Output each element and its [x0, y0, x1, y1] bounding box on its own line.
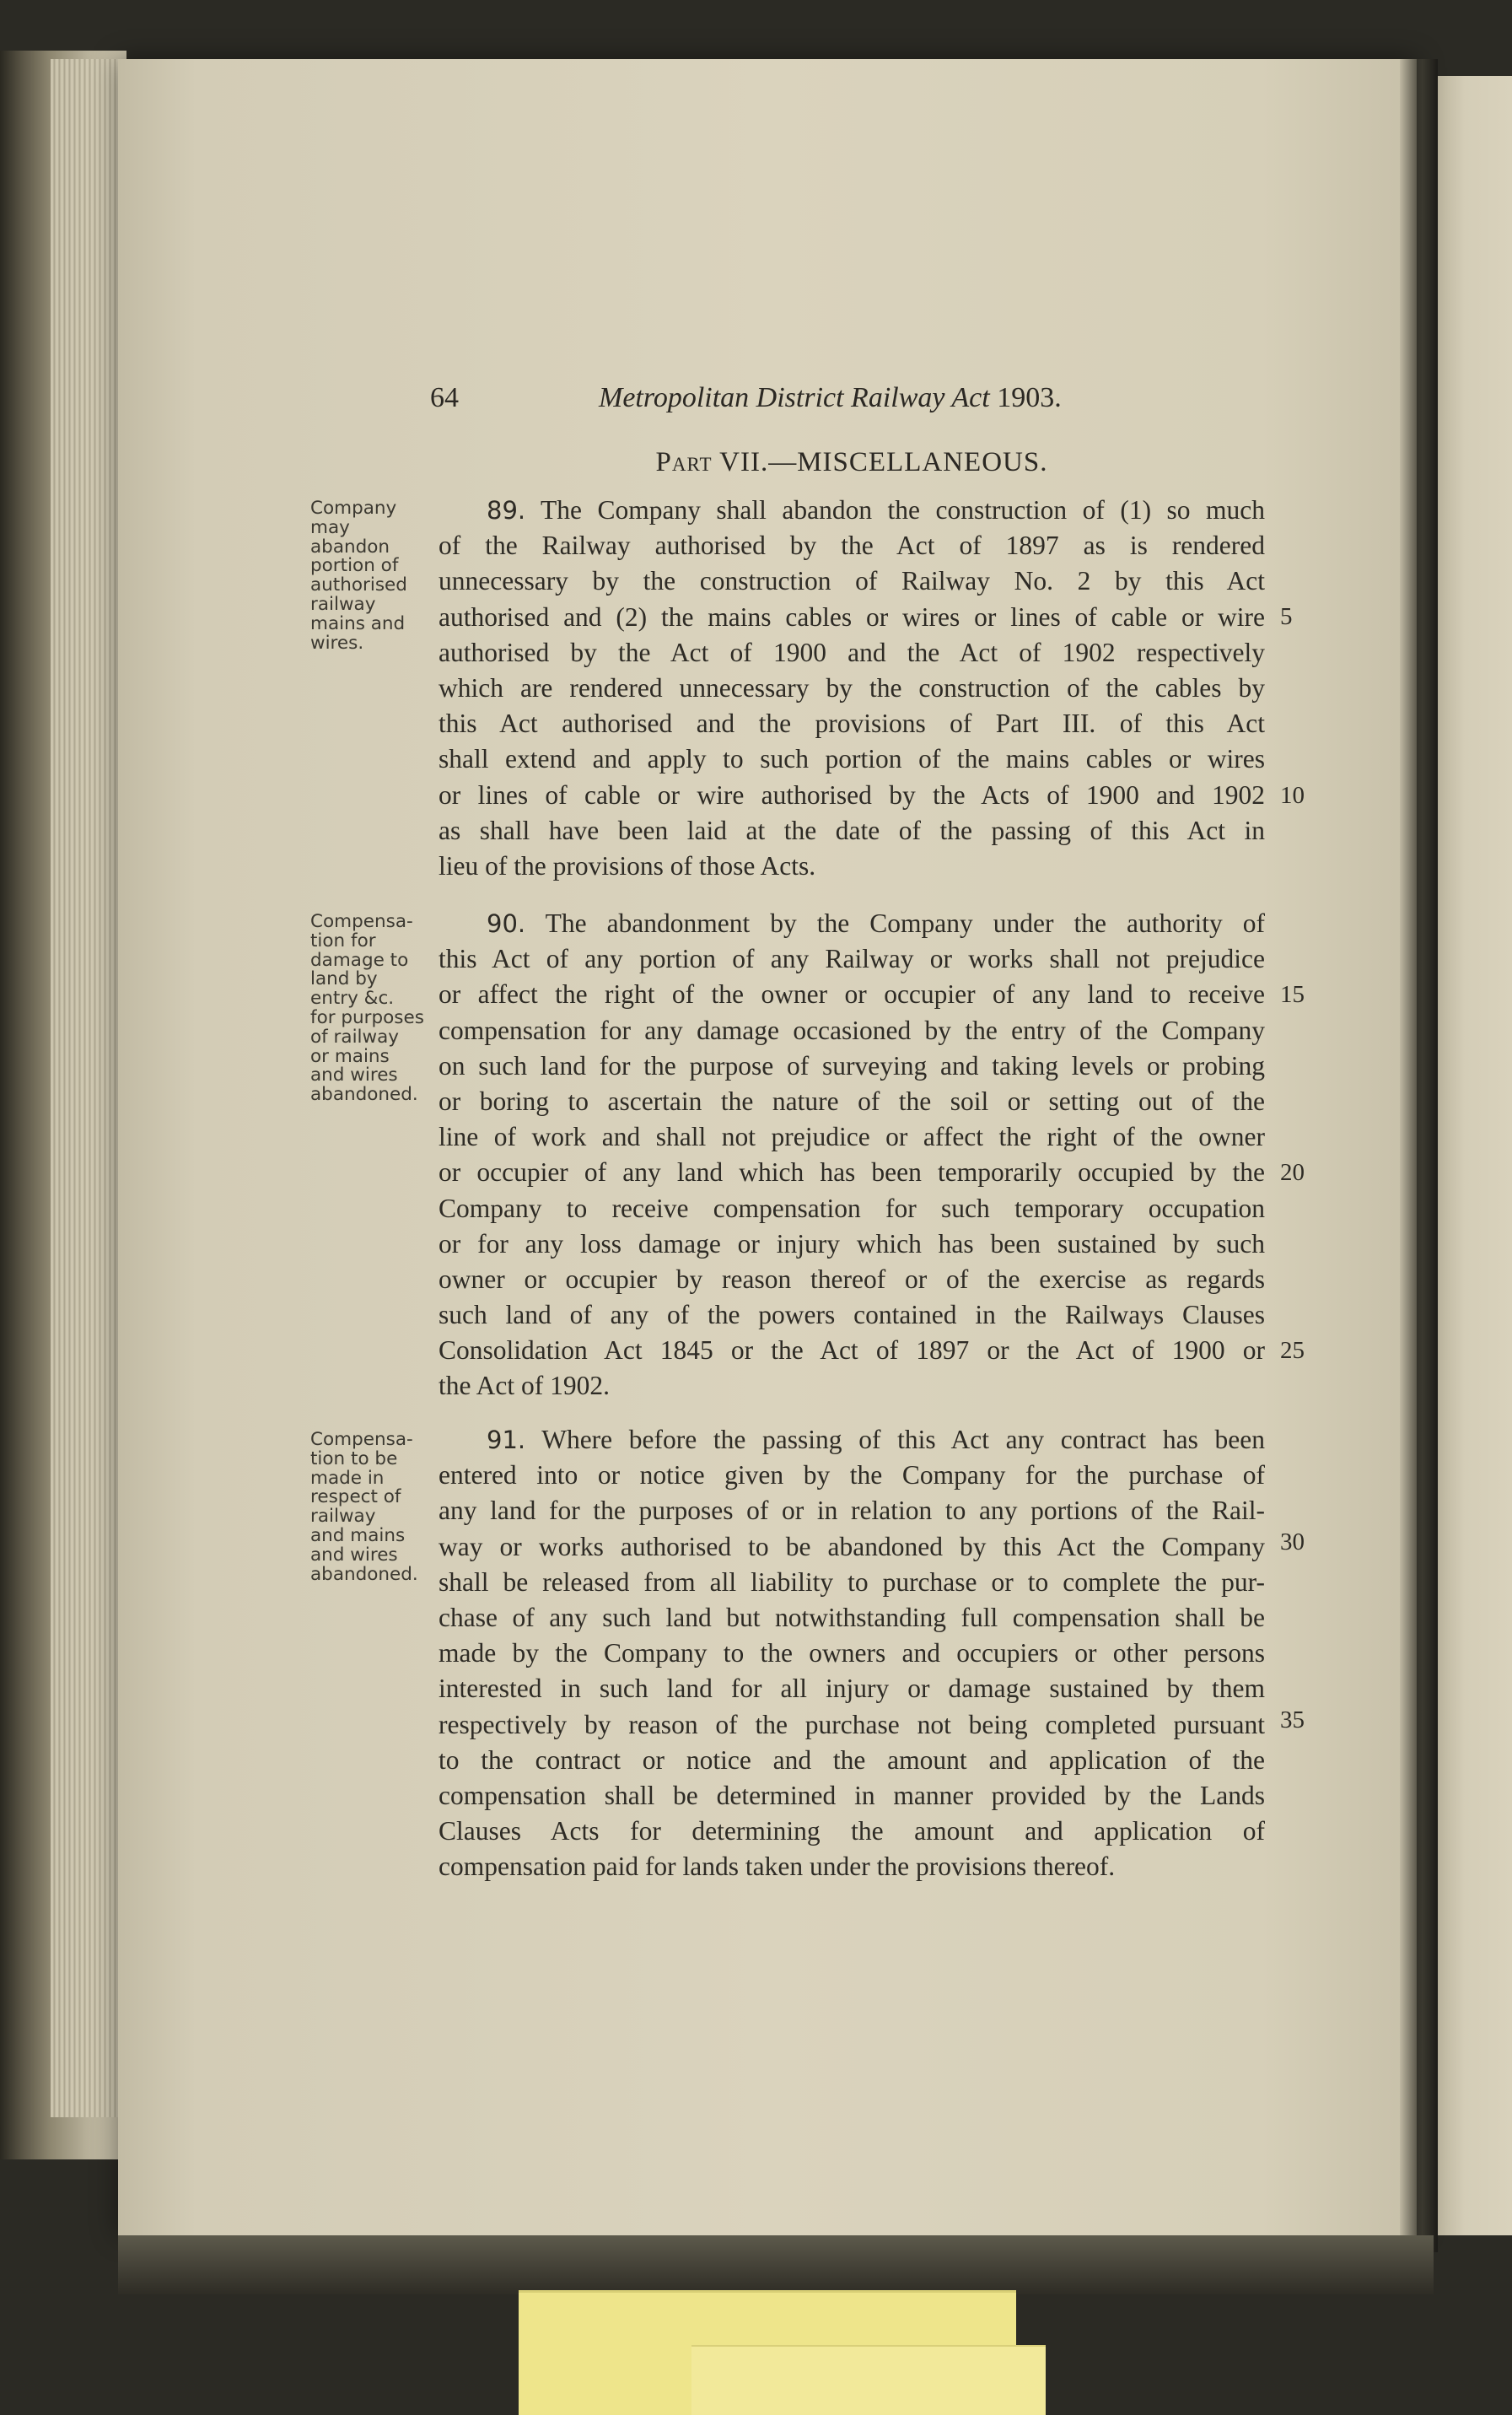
section-line: of the Railway authorised by the Act of 1897 as is rendered — [439, 531, 1265, 561]
line-number: 20 — [1280, 1159, 1305, 1186]
section-line: such land of any of the powers contained in the Railways Clauses — [439, 1300, 1265, 1330]
section-line: the Act of 1902. — [439, 1371, 610, 1401]
line-number: 10 — [1280, 782, 1305, 809]
margin-note-line: tion to be — [310, 1447, 398, 1469]
part-heading-title: VII.—MISCELLANEOUS. — [719, 447, 1048, 477]
part-heading-word: Part — [655, 447, 713, 477]
section-line: or lines of cable or wire authorised by the Acts of 1900 and 1902 — [439, 779, 1265, 810]
margin-note-line: Compensa- — [310, 1429, 413, 1450]
margin-note-line: abandoned. — [310, 1563, 418, 1585]
section-line: lieu of the provisions of those Acts. — [439, 850, 816, 881]
margin-note-line: respect of — [310, 1486, 401, 1508]
margin-note-line: Compensa- — [310, 911, 413, 932]
section-line: authorised by the Act of 1900 and the Act of 1902 respectively — [439, 637, 1265, 667]
section-line: Company to receive compensation for such temporary occupation — [439, 1193, 1265, 1223]
margin-note-line: entry &c. — [310, 988, 395, 1010]
margin-note-line: land by — [310, 968, 378, 990]
section-line: compensation shall be determined in manner provided by the Lands — [439, 1780, 1265, 1810]
part-heading — [439, 447, 1265, 478]
section-line: chase of any such land but notwithstanding full compensation shall be — [439, 1602, 1265, 1632]
section-line: 91. Where before the passing of this Act any contract has been — [487, 1425, 1265, 1454]
running-header — [430, 382, 1240, 424]
section-line: which are rendered unnecessary by the construction of the cables by — [439, 672, 1265, 703]
section-line: way or works authorised to be abandoned by this Act the Company — [439, 1531, 1265, 1561]
page-gutter-shadow — [1400, 59, 1438, 2252]
section-line: authorised and (2) the mains cables or wires or lines of cable or wire — [439, 601, 1265, 632]
section-line: or affect the right of the owner or occupier of any land to receive — [439, 979, 1265, 1010]
line-number: 15 — [1280, 981, 1305, 1008]
margin-note-line: damage to — [310, 949, 409, 971]
section-line: made by the Company to the owners and occupiers or other persons — [439, 1638, 1265, 1668]
margin-note-line: abandoned. — [310, 1084, 418, 1106]
bookmark-slip-secondary — [691, 2345, 1046, 2415]
margin-note-line: made in — [310, 1467, 385, 1489]
margin-note-line: abandon — [310, 536, 390, 558]
margin-note-line: portion of — [310, 555, 399, 577]
line-number: 5 — [1280, 603, 1293, 630]
section-line: shall be released from all liability to purchase or to complete the pur- — [439, 1566, 1265, 1597]
margin-note-91 — [310, 1431, 428, 1584]
running-title-year: 1903. — [997, 382, 1062, 413]
section-line: 90. The abandonment by the Company under the authority of — [487, 908, 1265, 938]
margin-note-line: and wires — [310, 1065, 398, 1086]
margin-note-89 — [310, 499, 428, 653]
margin-note-line: railway — [310, 593, 376, 615]
margin-note-line: or mains — [310, 1045, 390, 1067]
section-line: this Act of any portion of any Railway or works shall not prejudice — [439, 944, 1265, 974]
section-number: 90. — [487, 909, 526, 938]
margin-note-90 — [310, 913, 428, 1105]
section-line: 89. The Company shall abandon the construction of (1) so much — [487, 495, 1265, 525]
section-line: Consolidation Act 1845 or the Act of 1897 or the Act of 1900 or — [439, 1335, 1265, 1366]
section-line: any land for the purposes of or in relation to any portions of the Rail- — [439, 1496, 1265, 1526]
section-line: or occupier of any land which has been temporarily occupied by the — [439, 1157, 1265, 1188]
section-line: unnecessary by the construction of Railway No. 2 by this Act — [439, 566, 1265, 596]
section-89 — [439, 493, 1265, 884]
margin-note-line: Company — [310, 498, 397, 519]
running-title — [599, 382, 1062, 414]
section-line: as shall have been laid at the date of the passing of this Act in — [439, 815, 1265, 845]
line-number: 25 — [1280, 1337, 1305, 1364]
section-line: or for any loss damage or injury which has been sustained by such — [439, 1228, 1265, 1259]
section-line: to the contract or notice and the amount and application of the — [439, 1744, 1265, 1775]
section-line: line of work and shall not prejudice or affect the right of the owner — [439, 1122, 1265, 1152]
section-line: entered into or notice given by the Company for the purchase of — [439, 1460, 1265, 1491]
page-number: 64 — [430, 382, 459, 413]
section-number: 89. — [487, 496, 526, 525]
line-number: 30 — [1280, 1528, 1305, 1555]
margin-note-line: wires. — [310, 632, 364, 654]
margin-note-line: and wires — [310, 1544, 398, 1566]
margin-note-line: and mains — [310, 1524, 406, 1546]
margin-note-line: authorised — [310, 574, 407, 596]
margin-note-line: railway — [310, 1506, 376, 1528]
margin-note-line: may — [310, 516, 350, 538]
section-line: owner or occupier by reason thereof or of the exercise as regards — [439, 1264, 1265, 1294]
section-line: this Act authorised and the provisions of Part III. of this Act — [439, 709, 1265, 739]
section-number: 91. — [487, 1426, 526, 1454]
margin-note-line: of railway — [310, 1026, 400, 1048]
section-90 — [439, 906, 1265, 1404]
facing-page-edge — [1434, 76, 1512, 2235]
margin-note-line: mains and — [310, 612, 406, 634]
margin-note-line: for purposes — [310, 1006, 424, 1028]
running-title-italic: Metropolitan District Railway Act — [599, 382, 990, 413]
margin-note-line: tion for — [310, 930, 376, 951]
section-line: compensation paid for lands taken under the provisions thereof. — [439, 1852, 1116, 1882]
section-91 — [439, 1422, 1265, 1884]
line-number: 35 — [1280, 1706, 1305, 1733]
section-line: shall extend and apply to such portion of the mains cables or wires — [439, 744, 1265, 774]
section-line: Clauses Acts for determining the amount and application of — [439, 1816, 1265, 1846]
section-line: interested in such land for all injury or damage sustained by them — [439, 1674, 1265, 1704]
book-bottom-edge — [118, 2235, 1434, 2294]
section-line: on such land for the purpose of surveying and taking levels or probing — [439, 1050, 1265, 1081]
section-line: respectively by reason of the purchase not being completed pursuant — [439, 1709, 1265, 1739]
section-line: compensation for any damage occasioned by the entry of the Company — [439, 1015, 1265, 1045]
section-line: or boring to ascertain the nature of the soil or setting out of the — [439, 1086, 1265, 1116]
